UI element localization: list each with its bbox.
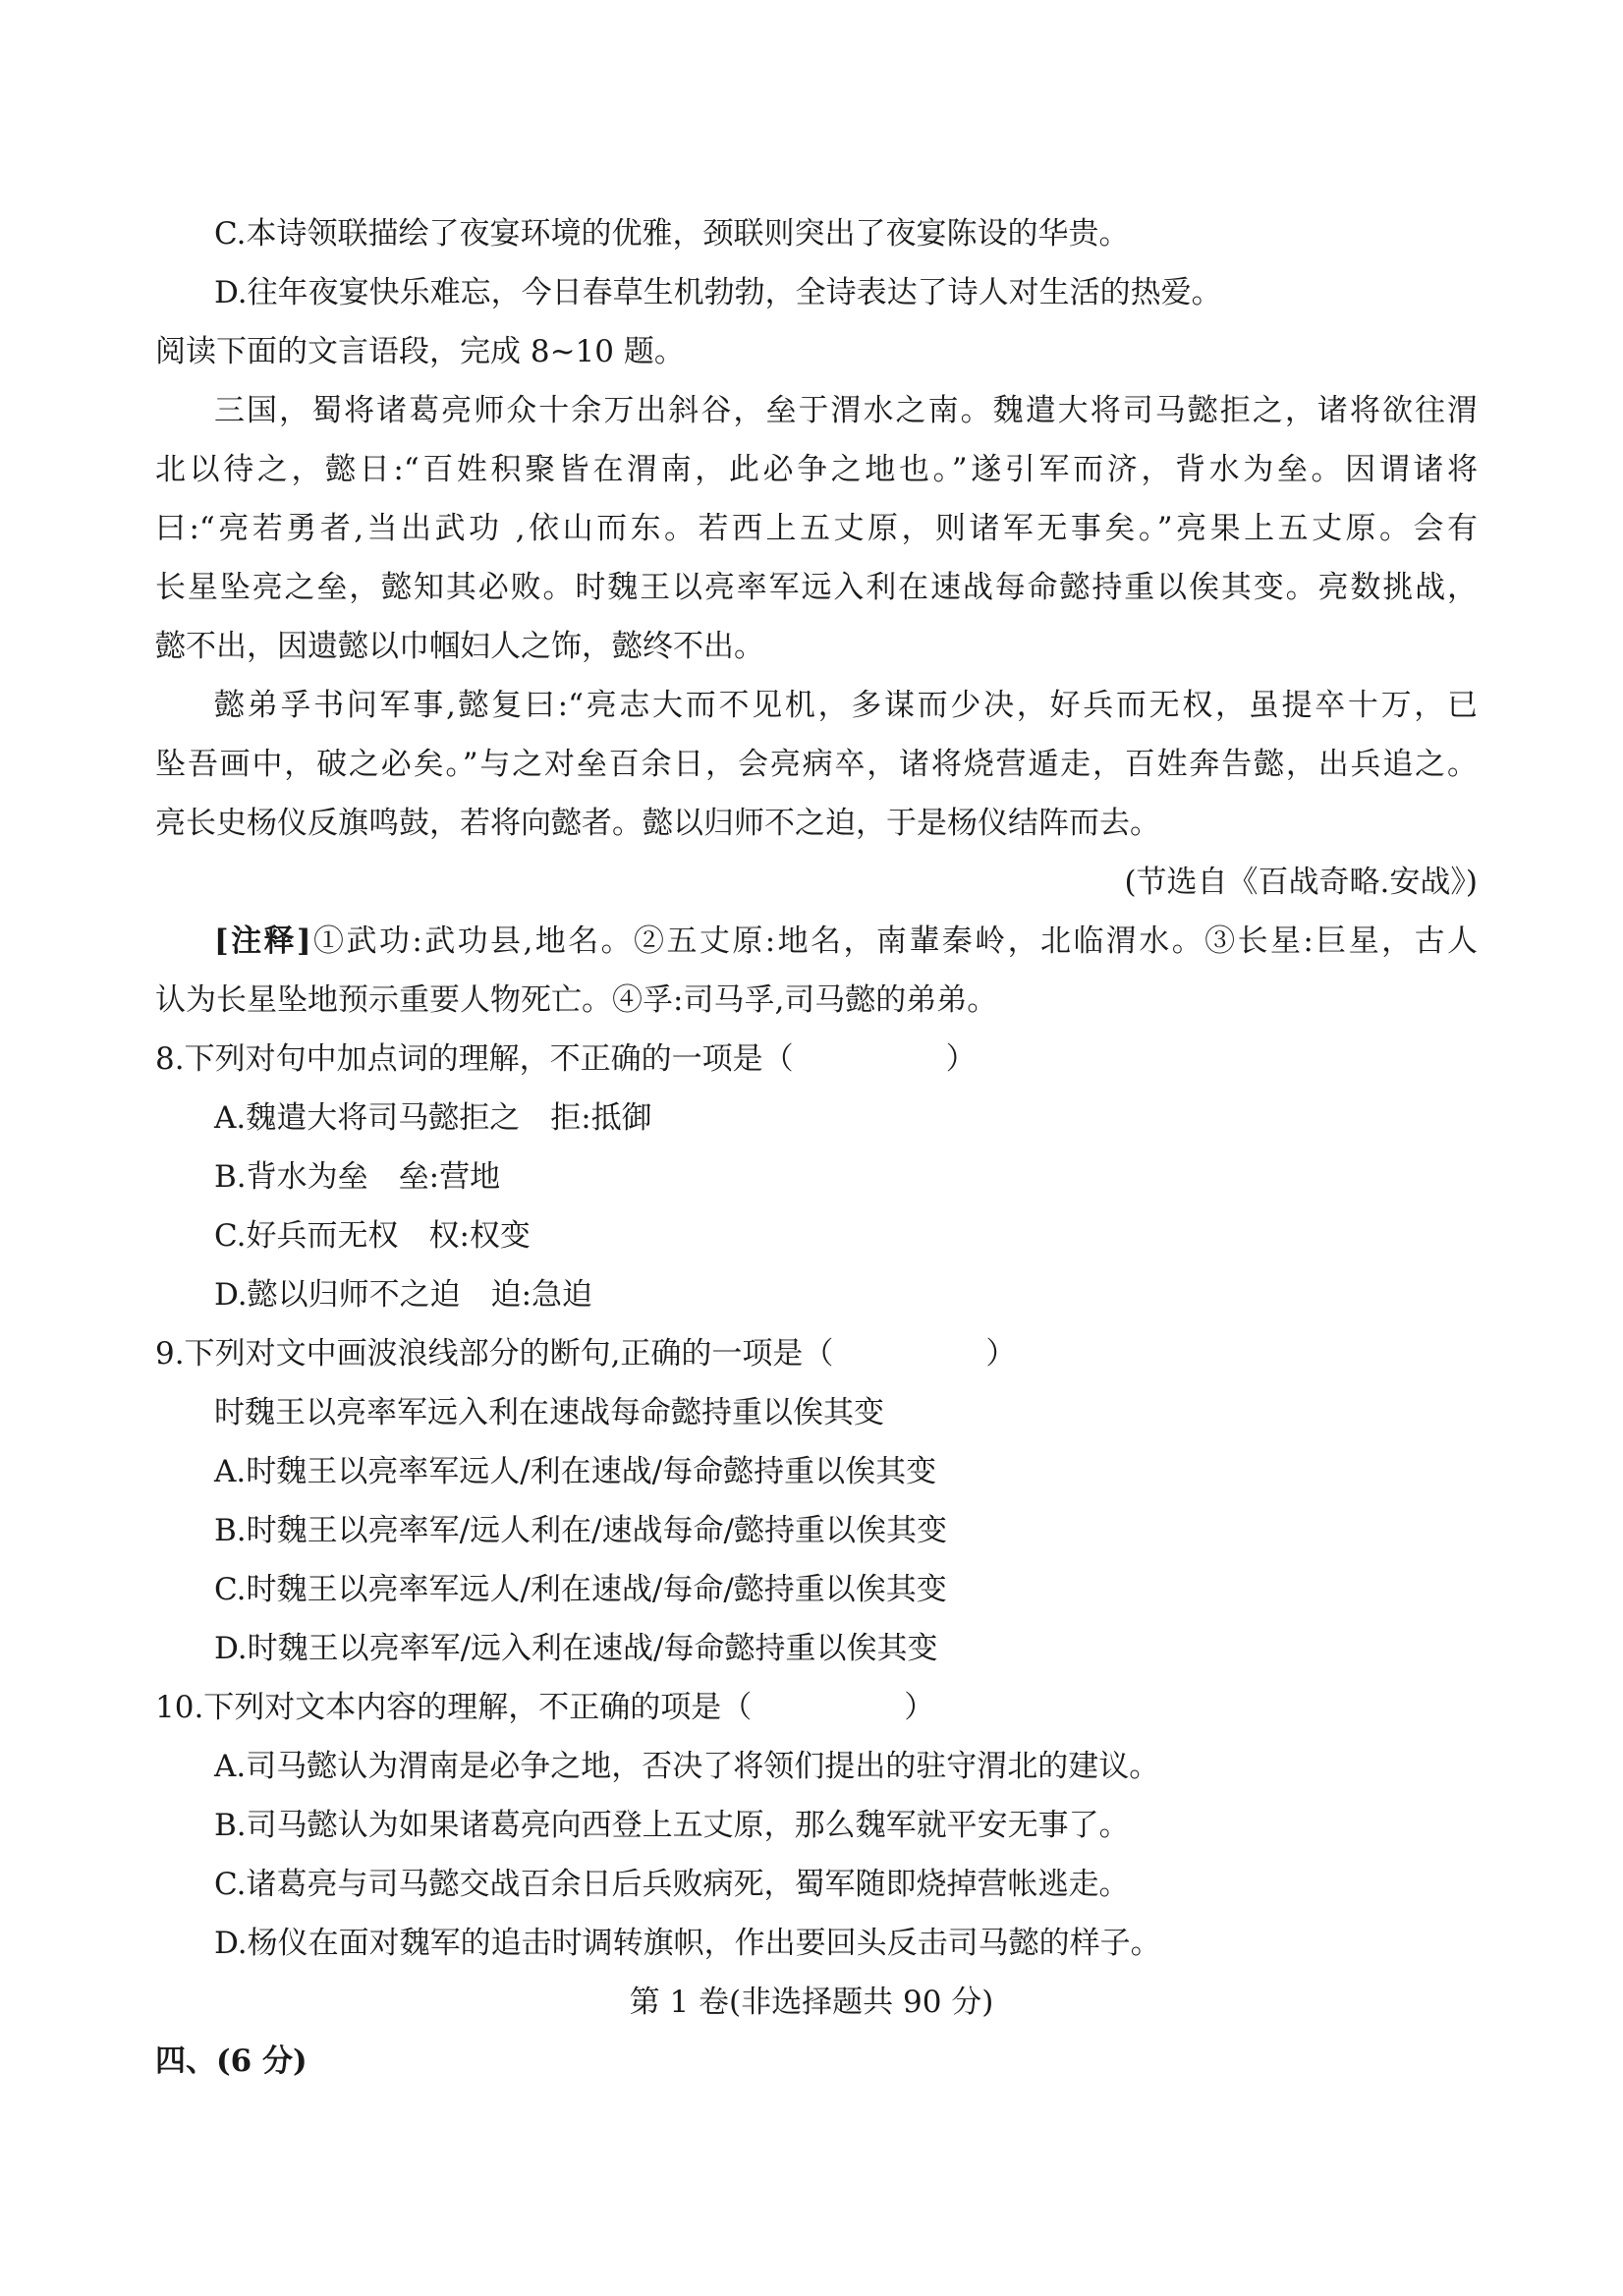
passage-p2-line3: 亮长史杨仪反旗鸣鼓，若将向懿者。懿以归师不之迫，于是杨仪结阵而去。 [155, 806, 1160, 841]
section-heading-4: 四、(6 分) [155, 2044, 308, 2079]
passage-source: (节选自《百战奇略.安战》) [1124, 865, 1478, 900]
notes-text-1: ①武功:武功县,地名。②五丈原:地名，南輩秦岭，北临渭水。③长星:巨星，古人 [310, 924, 1478, 959]
question-8: 8.下列对句中加点词的理解，不正确的一项是（ ） [155, 1041, 977, 1077]
q8-option-b: B.背水为垒 垒:营地 [214, 1159, 501, 1195]
passage-p1-line1: 三国，蜀将诸葛亮师众十余万出斜谷，垒于渭水之南。魏遣大将司马懿拒之，诸将欲往渭 [214, 393, 1478, 428]
q8-option-a: A.魏遣大将司马懿拒之 拒:抵御 [214, 1100, 652, 1136]
passage-p2-line2: 坠吾画中，破之必矣。”与之对垒百余日，会亮病卒，诸将烧营遁走，百姓奔告懿，出兵追之。 [155, 747, 1478, 782]
q10-option-a: A.司马懿认为渭南是必争之地，否决了将领们提出的驻守渭北的建议。 [214, 1749, 1160, 1784]
notes-line1 [214, 920, 1478, 963]
passage-p1-line3: 曰:“亮若勇者,当出武功 ,依山而东。若西上五丈原，则诸军无事矣。”亮果上五丈原。会有 [155, 511, 1478, 546]
q7-option-c: C.本诗领联描绘了夜宴环境的优雅，颈联则突出了夜宴陈设的华贵。 [214, 216, 1130, 252]
q8-option-c: C.好兵而无权 权:权变 [214, 1218, 531, 1254]
part-title: 第 1 卷(非选择题共 90 分) [629, 1985, 994, 2020]
q7-option-d: D.往年夜宴快乐难忘，今日春草生机勃勃，全诗表达了诗人对生活的热爱。 [214, 275, 1222, 310]
q9-sentence: 时魏王以亮率军远入利在速战每命懿持重以俟其变 [214, 1395, 884, 1430]
q9-option-d: D.时魏王以亮率军/远入利在速战/每命懿持重以俟其变 [214, 1631, 938, 1666]
reading-instruction: 阅读下面的文言语段，完成 8~10 题。 [155, 334, 685, 369]
q9-option-c: C.时魏王以亮率军远人/利在速战/每命/懿持重以俟其变 [214, 1572, 947, 1607]
question-9: 9.下列对文中画波浪线部分的断句,正确的一项是（ ） [155, 1336, 1017, 1372]
q10-option-c: C.诸葛亮与司马懿交战百余日后兵败病死，蜀军随即烧掉营帐逃走。 [214, 1867, 1130, 1902]
notes-line2: 认为长星坠地预示重要人物死亡。④孚:司马孚,司马懿的弟弟。 [155, 982, 998, 1018]
q9-option-a: A.时魏王以亮率军远人/利在速战/每命懿持重以俟其变 [214, 1454, 937, 1489]
q10-option-b: B.司马懿认为如果诸葛亮向西登上五丈原，那么魏军就平安无事了。 [214, 1808, 1130, 1843]
notes-tag: [注释] [214, 924, 311, 959]
q10-option-d: D.杨仪在面对魏军的追击时调转旗帜，作出要回头反击司马懿的样子。 [214, 1926, 1161, 1961]
passage-p1-line2: 北以待之，懿日:“百姓积聚皆在渭南，此必争之地也。”遂引军而济，背水为垒。因谓诸将 [155, 452, 1478, 487]
q9-option-b: B.时魏王以亮率军/远人利在/速战每命/懿持重以俟其变 [214, 1513, 947, 1548]
passage-p2-line1: 懿弟孚书问军事,懿复曰:“亮志大而不见机，多谋而少决，好兵而无权，虽提卒十万，已 [214, 688, 1478, 723]
q8-option-d: D.懿以归师不之迫 迫:急迫 [214, 1277, 593, 1313]
passage-p1-line4: 长星坠亮之垒，懿知其必败。时魏王以亮率军远入利在速战每命懿持重以俟其变。亮数挑战， [155, 570, 1478, 605]
question-10: 10.下列对文本内容的理解，不正确的项是（ ） [155, 1690, 935, 1725]
passage-p1-line5: 懿不出，因遗懿以巾帼妇人之饰，懿终不出。 [155, 629, 764, 664]
